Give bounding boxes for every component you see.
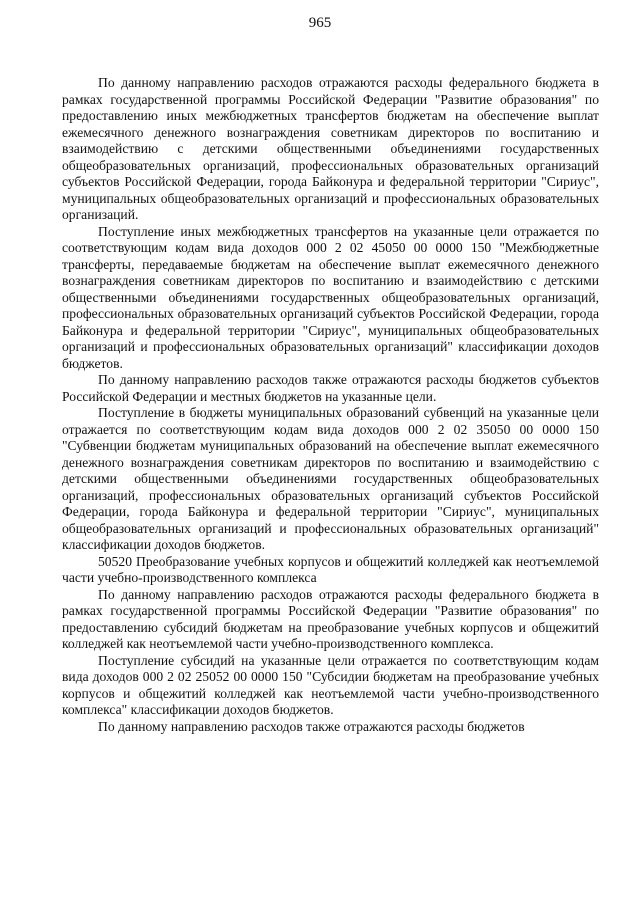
body-text [62, 75, 599, 735]
paragraph: По данному направлению расходов отражаются расходы федерального бюджета в рамках государственной программы Российской Федерации "Развитие образования" по предоставлению иных межбюджетных трансфертов бюджетам на обеспечение выплат ежемесячного денежного вознаграждения советникам директоров по воспитанию и взаимодействию с детскими общественными объединениями государственных общеобразовательных организаций, профессиональных образовательных организаций субъектов Российской Федерации, города Байконура и федеральной территории "Сириус", муниципальных общеобразовательных организаций и профессиональных образовательных организаций. [62, 75, 599, 222]
paragraph: Поступление субсидий на указанные цели отражается по соответствующим кодам вида доходов 000 2 02 25052 00 0000 150 "Субсидии бюджетам на преобразование учебных корпусов и общежитий колледжей как неотъемлемой части учебно-производственного комплекса" классификации доходов бюджетов. [62, 652, 599, 717]
paragraph: По данному направлению расходов также отражаются расходы бюджетов субъектов Российской Федерации и местных бюджетов на указанные цели. [62, 372, 599, 404]
paragraph: По данному направлению расходов отражаются расходы федерального бюджета в рамках государственной программы Российской Федерации "Развитие образования" по предоставлению субсидий бюджетам на преобразование учебных корпусов и общежитий колледжей как неотъемлемой части учебно-производственного комплекса. [62, 586, 599, 651]
section-heading: 50520 Преобразование учебных корпусов и общежитий колледжей как неотъемлемой части учебно-производственного комплекса [62, 553, 599, 585]
paragraph: По данному направлению расходов также отражаются расходы бюджетов [98, 718, 525, 734]
page-number: 965 [308, 15, 332, 31]
paragraph: Поступление в бюджеты муниципальных образований субвенций на указанные цели отражается по соответствующим кодам вида доходов 000 2 02 35050 00 0000 150 "Субвенции бюджетам муниципальных образований на обеспечение выплат ежемесячного денежного вознаграждения советникам директоров по воспитанию и взаимодействию с детскими общественными объединениями государственных общеобразовательных организаций, профессиональных образовательных организаций субъектов Российской Федерации, города Байконура и федеральной территории "Сириус", муниципальных общеобразовательных организаций и профессиональных образовательных организаций" классификации доходов бюджетов. [62, 405, 599, 552]
paragraph: Поступление иных межбюджетных трансфертов на указанные цели отражается по соответствующим кодам вида доходов 000 2 02 45050 00 0000 150 "Межбюджетные трансферты, передаваемые бюджетам на обеспечение выплат ежемесячного денежного вознаграждения советникам директоров по воспитанию и взаимодействию с детскими общественными объединениями государственных общеобразовательных организаций, профессиональных образовательных организаций субъектов Российской Федерации, города Байконура и федеральной территории "Сириус", муниципальных общеобразовательных организаций и профессиональных образовательных организаций" классификации доходов бюджетов. [62, 223, 599, 371]
